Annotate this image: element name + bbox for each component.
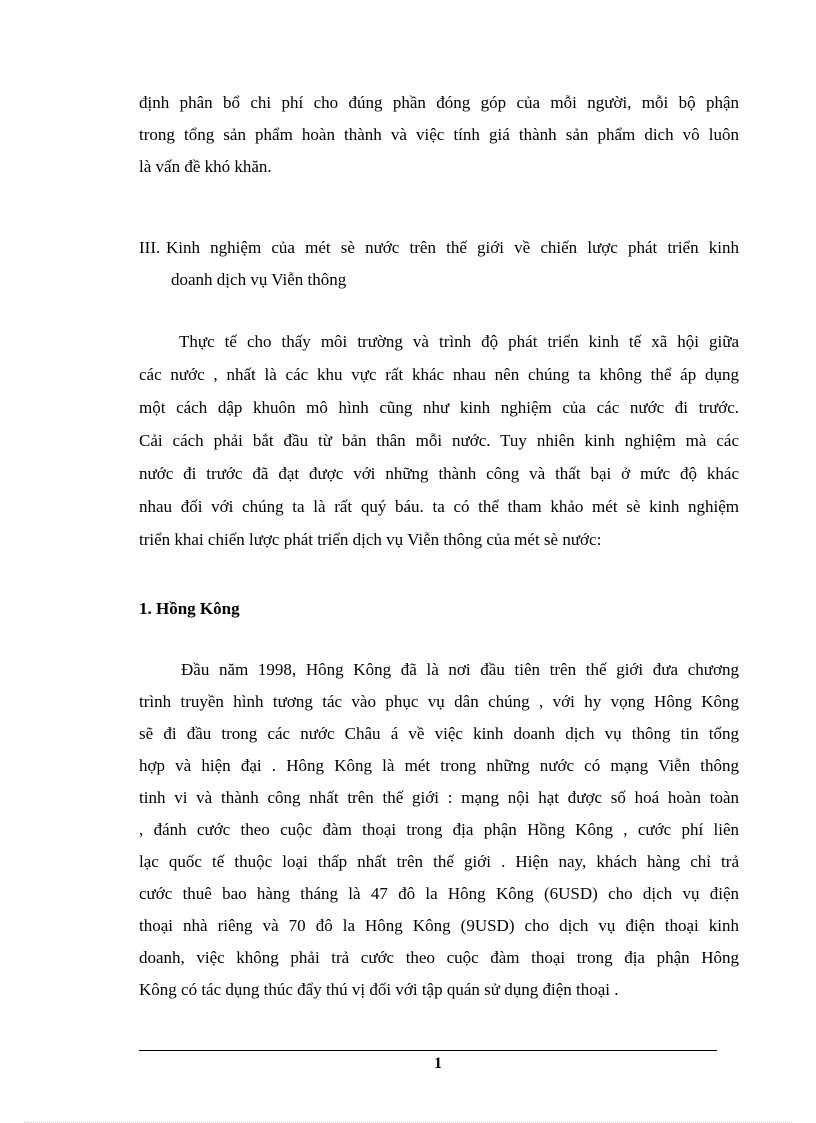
text-line: doanh, việc không phải trả cước theo cuộc đàm thoại trong địa phận Hông xyxy=(139,948,739,967)
text-line: nhau đối với chúng ta là rất quý báu. ta có thể tham khảo mét sè kinh nghiệm xyxy=(139,497,739,516)
text-line: sẽ đi đầu trong các nước Châu á về việc kinh doanh dịch vụ thông tin tổng xyxy=(139,724,739,743)
text-line: trong tổng sản phẩm hoàn thành và việc tính giá thành sản phẩm dich vô luôn xyxy=(139,125,739,144)
text-line: thoại nhà riêng và 70 đô la Hông Kông (9USD) cho dịch vụ điện thoại kinh xyxy=(139,916,739,935)
text-line: Thực tế cho thấy môi trường và trình độ phát triển kinh tế xã hội giữa xyxy=(179,332,739,351)
text-line: các nước , nhất là các khu vực rất khác nhau nên chúng ta không thể áp dụng xyxy=(139,365,739,384)
page-number: 1 xyxy=(434,1055,442,1072)
section-number: III. xyxy=(139,238,161,257)
text-line: , đánh cước theo cuộc đàm thoại trong địa phận Hồng Kông , cước phí liên xyxy=(139,820,739,839)
heading-line: Kinh nghiệm của mét sè nước trên thế giới về chiến lược phát triển kinh xyxy=(166,238,739,257)
footer-rule xyxy=(139,1050,717,1051)
text-line: một cách dập khuôn mô hình cũng như kinh nghiệm của các nước đi trước. xyxy=(139,398,739,417)
text-line: Kông có tác dụng thúc đẩy thú vị đối với tập quán sử dụng điện thoại . xyxy=(139,980,619,999)
text-line: trình truyền hình tương tác vào phục vụ dân chúng , với hy vọng Hông Kông xyxy=(139,692,739,711)
subheading-hong-kong: 1. Hồng Kông xyxy=(139,599,240,618)
text-line: triển khai chiến lược phát triển dịch vụ Viễn thông của mét sè nước: xyxy=(139,530,602,549)
text-line: Đầu năm 1998, Hông Kông đã là nơi đầu tiên trên thế giới đưa chương xyxy=(181,660,739,679)
text-line: tinh vi và thành công nhất trên thế giới : mạng nội hạt được số hoá hoàn toàn xyxy=(139,788,739,807)
text-line: là vấn đề khó khăn. xyxy=(139,157,272,176)
text-line: Cải cách phải bắt đầu từ bản thân mỗi nước. Tuy nhiên kinh nghiệm mà các xyxy=(139,431,739,450)
text-line: định phân bổ chi phí cho đúng phần đóng góp của mỗi người, mỗi bộ phận xyxy=(139,93,739,112)
text-line: nước đi trước đã đạt được với những thành công và thất bại ở mức độ khác xyxy=(139,464,739,483)
heading-line: doanh dịch vụ Viễn thông xyxy=(171,270,347,289)
text-line: cước thuê bao hàng tháng là 47 đô la Hông Kông (6USD) cho dịch vụ điện xyxy=(139,884,739,903)
text-line: lạc quốc tế thuộc loại thấp nhất trên thế giới . Hiện nay, khách hàng chỉ trả xyxy=(139,852,739,871)
text-line: hợp và hiện đại . Hông Kông là mét trong những nước có mạng Viễn thông xyxy=(139,756,739,775)
